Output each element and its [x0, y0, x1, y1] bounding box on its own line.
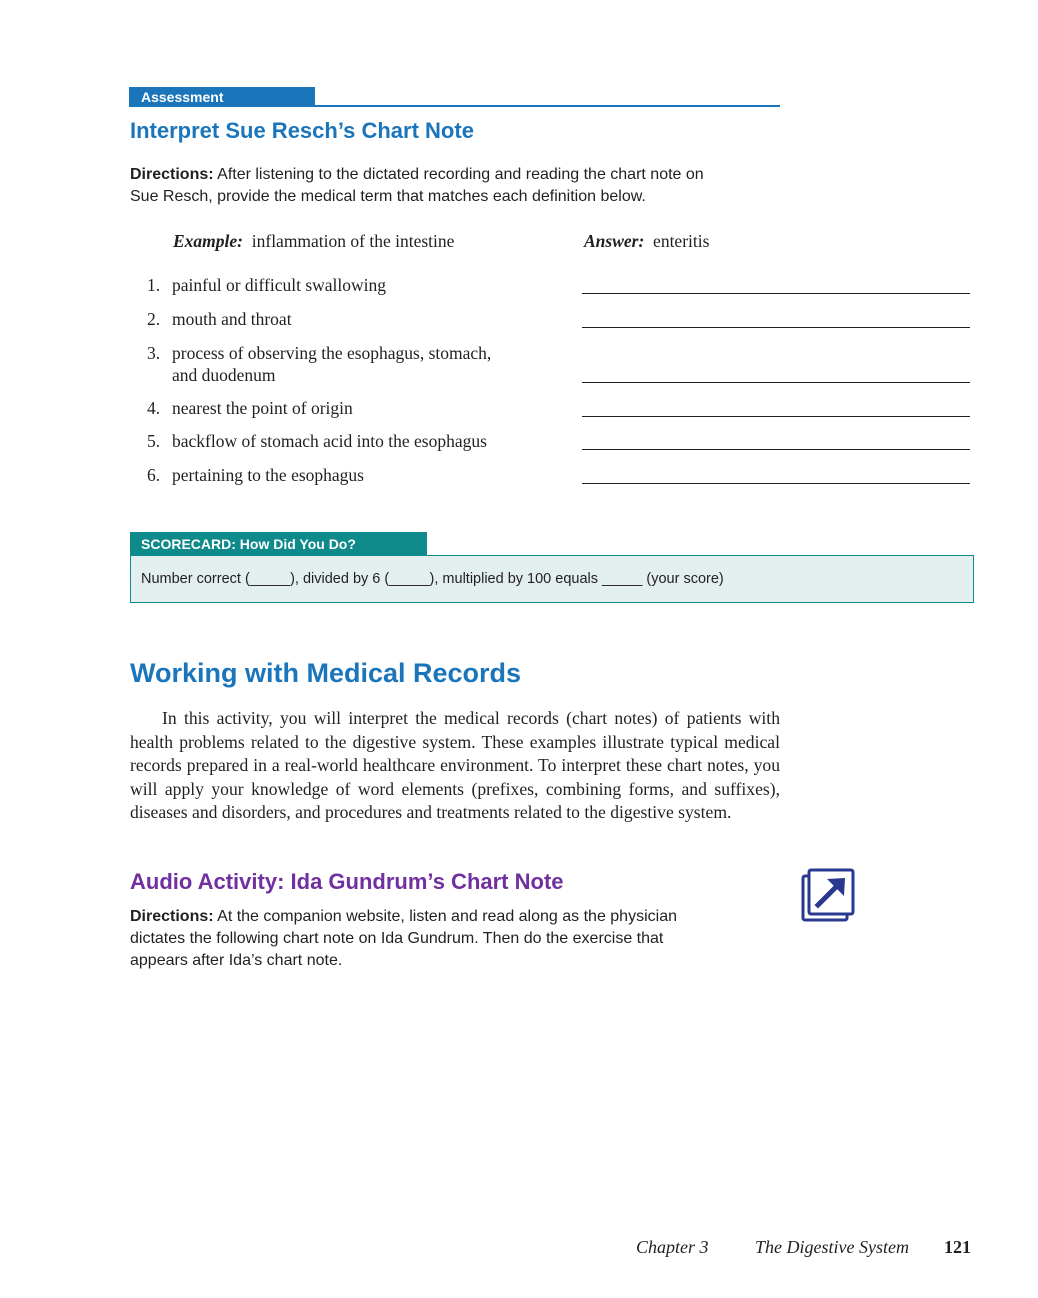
directions-label: Directions: [130, 166, 214, 183]
item-number: 4. [147, 398, 161, 418]
example-label: Example: [173, 231, 243, 251]
scorecard-tab: SCORECARD: How Did You Do? [130, 532, 427, 555]
item-text: nearest the point of origin [172, 398, 353, 418]
assessment-title: Interpret Sue Resch’s Chart Note [130, 118, 474, 143]
list-item [147, 342, 492, 364]
answer-blank-3[interactable] [582, 382, 970, 383]
item-number: 2. [147, 309, 161, 329]
item-number: 3. [147, 343, 161, 363]
footer-chapter: Chapter 3 [636, 1237, 709, 1257]
audio-directions [130, 906, 790, 972]
answer-blank-5[interactable] [582, 449, 970, 450]
audio-activity-title: Audio Activity: Ida Gundrum’s Chart Note [130, 869, 564, 894]
external-link-icon[interactable] [801, 868, 855, 922]
directions-line2: Sue Resch, provide the medical term that matches each definition below. [130, 188, 646, 205]
answer-blank-6[interactable] [582, 483, 970, 484]
page-number: 121 [944, 1237, 971, 1257]
assessment-rule [315, 105, 780, 107]
audio-line2: dictates the following chart note on Ida Gundrum. Then do the exercise that [130, 930, 664, 947]
list-item [147, 464, 364, 486]
item-text: mouth and throat [172, 309, 292, 329]
body-paragraph: In this activity, you will interpret the medical records (chart notes) of patients with health problems related to the digestive system. These examples illustrate typical medical records prepared in a real-world healthcare environment. To interpret these chart notes, you will apply your knowledge of word elements (prefixes, combining forms, and suffixes), diseases and disorders, and procedures and treatments related to the digestive system. [130, 708, 780, 822]
footer-chapter-title: The Digestive System [755, 1237, 909, 1257]
answer-blank-1[interactable] [582, 293, 970, 294]
assessment-tab: Assessment [129, 87, 315, 107]
list-item [147, 430, 487, 452]
directions-line1: After listening to the dictated recording and reading the chart note on [217, 166, 704, 183]
audio-directions-label: Directions: [130, 908, 214, 925]
item-number: 1. [147, 275, 161, 295]
assessment-directions [130, 164, 810, 208]
section-title: Working with Medical Records [130, 658, 522, 688]
list-item [147, 274, 387, 296]
item-text: process of observing the esophagus, stomach, [172, 343, 492, 363]
audio-line3: appears after Ida’s chart note. [130, 952, 343, 969]
answer-label: Answer: [584, 231, 645, 251]
list-item [147, 397, 353, 419]
answer-blank-4[interactable] [582, 416, 970, 417]
item-number: 5. [147, 431, 161, 451]
example-row [173, 230, 454, 252]
audio-line1: At the companion website, listen and read along as the physician [217, 908, 677, 925]
item-number: 6. [147, 465, 161, 485]
example-text: inflammation of the intestine [251, 231, 455, 251]
item-text: pertaining to the esophagus [172, 465, 364, 485]
item-text: backflow of stomach acid into the esophagus [172, 431, 487, 451]
scorecard-box: Number correct (_____), divided by 6 (_____), multiplied by 100 equals _____ (your score) [130, 555, 974, 603]
answer-blank-2[interactable] [582, 327, 970, 328]
list-item [147, 308, 292, 330]
item-text-continued: and duodenum [172, 365, 276, 385]
item-text: painful or difficult swallowing [172, 275, 387, 295]
answer-row [584, 230, 709, 252]
answer-text: enteritis [653, 231, 710, 251]
